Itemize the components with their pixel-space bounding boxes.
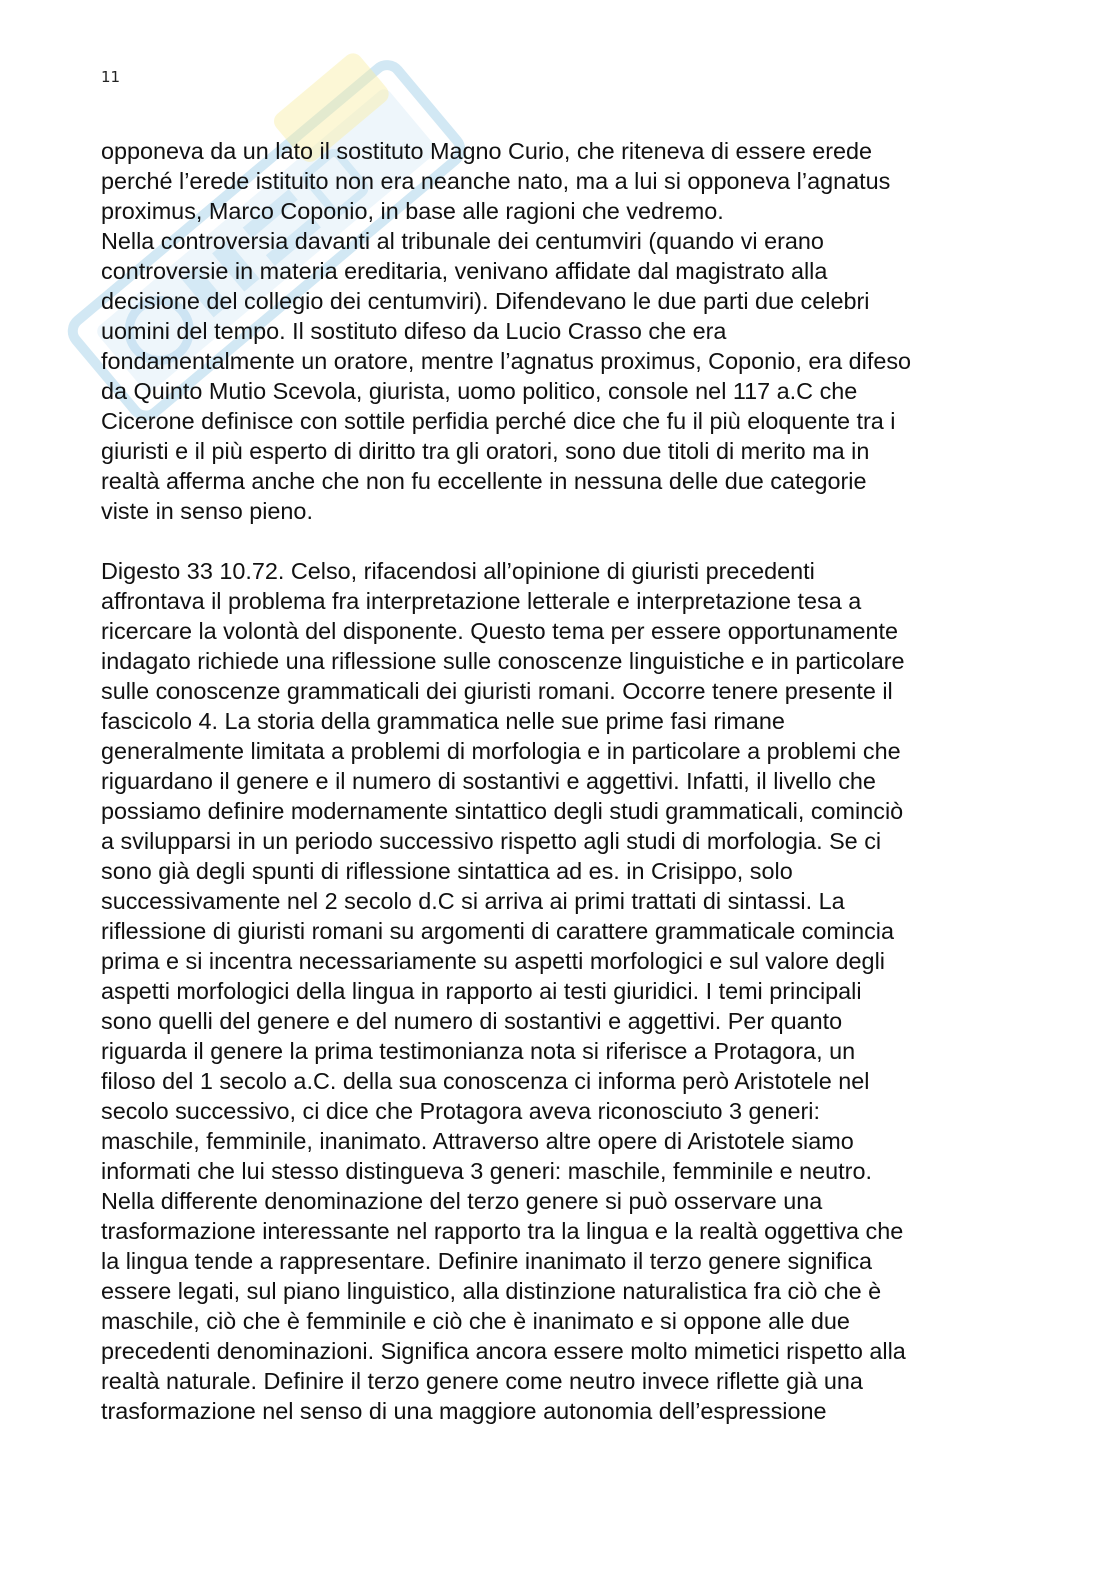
text-line: proximus, Marco Coponio, in base alle ragioni che vedremo. <box>101 198 724 224</box>
text-line: fondamentalmente un oratore, mentre l’agnatus proximus, Coponio, era difeso <box>101 348 912 374</box>
text-line: uomini del tempo. Il sostituto difeso da Lucio Crasso che era <box>101 318 727 344</box>
text-line: controversie in materia ereditaria, venivano affidate dal magistrato alla <box>101 258 828 284</box>
text-line: sulle conoscenze grammaticali dei giuristi romani. Occorre tenere presente il <box>101 678 893 704</box>
text-line: Nella differente denominazione del terzo genere si può osservare una <box>101 1188 823 1214</box>
text-line: aspetti morfologici della lingua in rapporto ai testi giuridici. I temi principali <box>101 978 862 1004</box>
text-line: giuristi e il più esperto di diritto tra gli oratori, sono due titoli di merito ma in <box>101 438 870 464</box>
text-line: Nella controversia davanti al tribunale dei centumviri (quando vi erano <box>101 228 824 254</box>
text-line: trasformazione interessante nel rapporto tra la lingua e la realtà oggettiva che <box>101 1218 904 1244</box>
text-line: Cicerone definisce con sottile perfidia perché dice che fu il più eloquente tra i <box>101 408 896 434</box>
page-number: 11 <box>101 68 121 86</box>
text-line: successivamente nel 2 secolo d.C si arriva ai primi trattati di sintassi. La <box>101 888 845 914</box>
paragraph-1 <box>101 136 1031 526</box>
text-line: Digesto 33 10.72. Celso, rifacendosi all’opinione di giuristi precedenti <box>101 558 815 584</box>
text-line: maschile, ciò che è femminile e ciò che è inanimato e si oppone alle due <box>101 1308 850 1334</box>
text-line: ricercare la volontà del disponente. Questo tema per essere opportunamente <box>101 618 899 644</box>
text-line: da Quinto Mutio Scevola, giurista, uomo politico, console nel 117 a.C che <box>101 378 858 404</box>
text-line: perché l’erede istituito non era neanche nato, ma a lui si opponeva l’agnatus <box>101 168 891 194</box>
text-line: sono già degli spunti di riflessione sintattica ad es. in Crisippo, solo <box>101 858 793 884</box>
text-line: affrontava il problema fra interpretazione letterale e interpretazione tesa a <box>101 588 862 614</box>
text-line: decisione del collegio dei centumviri). Difendevano le due parti due celebri <box>101 288 870 314</box>
text-line: la lingua tende a rappresentare. Definire inanimato il terzo genere significa <box>101 1248 873 1274</box>
paragraph-2 <box>101 556 1031 1426</box>
text-line: generalmente limitata a problemi di morfologia e in particolare a problemi che <box>101 738 901 764</box>
text-line: riguardano il genere e il numero di sostantivi e aggettivi. Infatti, il livello che <box>101 768 876 794</box>
text-line: essere legati, sul piano linguistico, alla distinzione naturalistica fra ciò che è <box>101 1278 882 1304</box>
text-line: realtà naturale. Definire il terzo genere come neutro invece riflette già una <box>101 1368 863 1394</box>
text-line: maschile, femminile, inanimato. Attraverso altre opere di Aristotele siamo <box>101 1128 854 1154</box>
text-line: prima e si incentra necessariamente su aspetti morfologici e sul valore degli <box>101 948 885 974</box>
text-line: sono quelli del genere e del numero di sostantivi e aggettivi. Per quanto <box>101 1008 843 1034</box>
text-line: riguarda il genere la prima testimonianza nota si riferisce a Protagora, un <box>101 1038 856 1064</box>
text-line: a svilupparsi in un periodo successivo rispetto agli studi di morfologia. Se ci <box>101 828 882 854</box>
text-line: filoso del 1 secolo a.C. della sua conoscenza ci informa però Aristotele nel <box>101 1068 870 1094</box>
text-line: viste in senso pieno. <box>101 498 313 524</box>
text-line: possiamo definire modernamente sintattico degli studi grammaticali, cominciò <box>101 798 904 824</box>
text-line: fascicolo 4. La storia della grammatica nelle sue prime fasi rimane <box>101 708 785 734</box>
text-line: trasformazione nel senso di una maggiore autonomia dell’espressione <box>101 1398 827 1424</box>
text-line: secolo successivo, ci dice che Protagora aveva riconosciuto 3 generi: <box>101 1098 820 1124</box>
text-line: realtà afferma anche che non fu eccellente in nessuna delle due categorie <box>101 468 867 494</box>
text-line: riflessione di giuristi romani su argomenti di carattere grammaticale comincia <box>101 918 894 944</box>
text-line: precedenti denominazioni. Significa ancora essere molto mimetici rispetto alla <box>101 1338 906 1364</box>
text-line: informati che lui stesso distingueva 3 generi: maschile, femminile e neutro. <box>101 1158 872 1184</box>
text-line: indagato richiede una riflessione sulle conoscenze linguistiche e in particolare <box>101 648 905 674</box>
text-line: opponeva da un lato il sostituto Magno Curio, che riteneva di essere erede <box>101 138 873 164</box>
